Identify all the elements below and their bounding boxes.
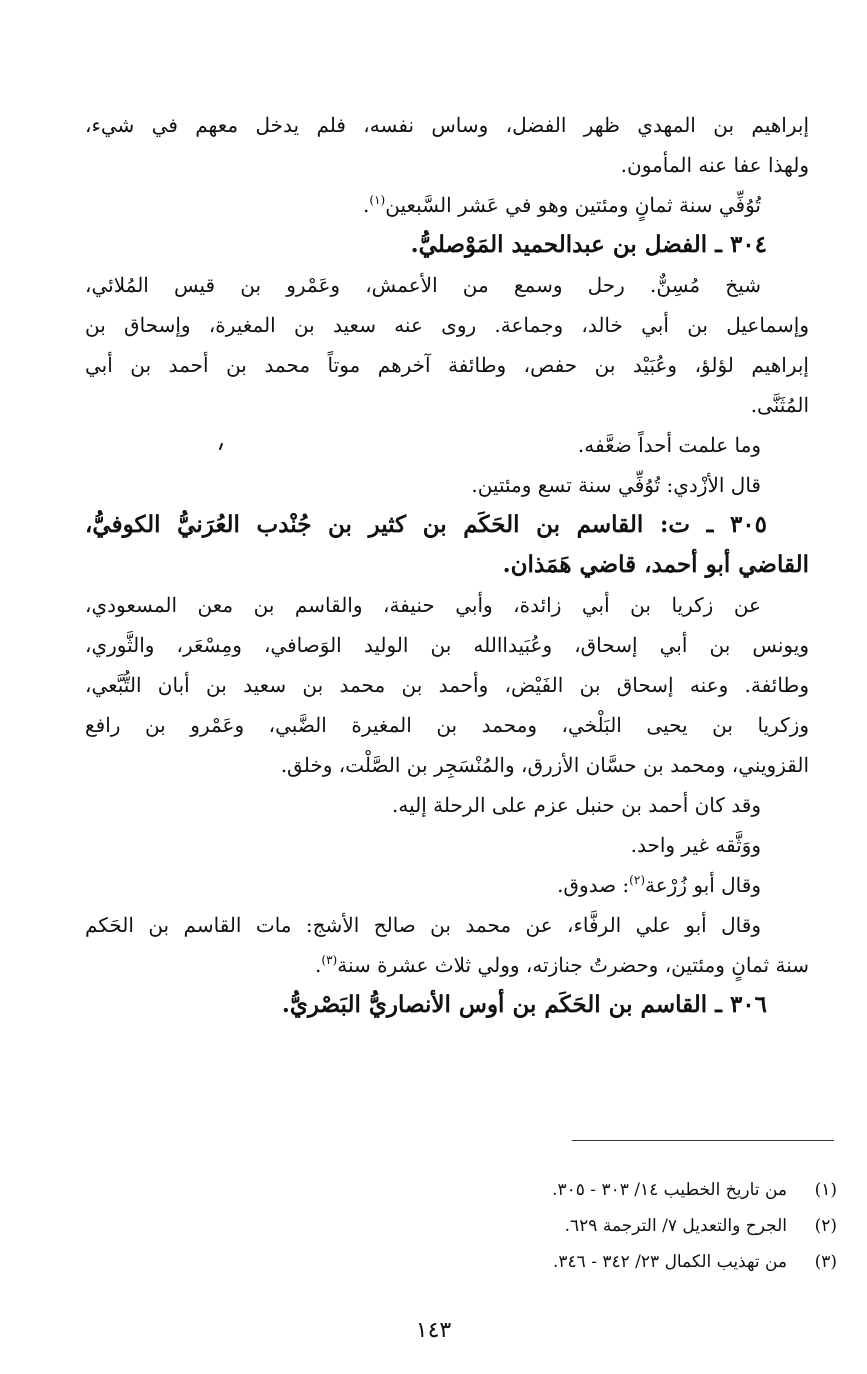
footnote-separator xyxy=(572,1140,834,1141)
entry-heading-305-cont: القاضي أبو أحمد، قاضي هَمَذان. xyxy=(502,551,809,578)
text-span: . xyxy=(315,953,322,977)
text-line: ووَثَّقه غير واحد. xyxy=(630,833,761,857)
text-line: عن زكريا بن أبي زائدة، وأبي حنيفة، والقاسم بن معن المسعودي، xyxy=(85,593,761,617)
text-line: شيخ مُسِنٌّ. رحل وسمع من الأعمش، وعَمْرو بن قيس المُلائي، xyxy=(85,273,761,297)
text-line: وطائفة. وعنه إسحاق بن الفَيْض، وأحمد بن محمد بن سعيد بن أبان التُّبَّعي، xyxy=(85,673,809,697)
text-line: إبراهيم بن المهدي ظهر الفضل، وساس نفسه، فلم يدخل معهم في شيء، xyxy=(85,113,809,137)
footnote-text: من تاريخ الخطيب ١٤/ ٣٠٣ - ٣٠٥. xyxy=(552,1180,787,1200)
footnotes xyxy=(300,1172,837,1280)
footnote-number: (١) xyxy=(814,1180,837,1200)
footnote-number: (٣) xyxy=(814,1252,837,1272)
footnote-item xyxy=(300,1172,837,1208)
text-line: وإسماعيل بن أبي خالد، وجماعة. روى عنه سعيد بن المغيرة، وإسحاق بن xyxy=(85,313,809,337)
text-span: وقال أبو زُرْعة xyxy=(645,873,761,897)
footnote-ref: (٣) xyxy=(321,953,338,967)
text-span: . xyxy=(363,193,370,217)
text-line: قال الأزْدي: تُوُفِّي سنة تسع ومئتين. xyxy=(471,473,761,497)
text-line: المُثَنَّى. xyxy=(750,393,809,417)
entry-heading-304: ٣٠٤ ـ الفضل بن عبدالحميد المَوْصليُّ. xyxy=(410,231,767,258)
text-span: سنة ثمانٍ ومئتين، وحضرتُ جنازته، وولي ثلاث عشرة سنة xyxy=(337,953,809,977)
footnote-number: (٢) xyxy=(814,1216,837,1236)
entry-heading-306: ٣٠٦ ـ القاسم بن الحَكَم بن أوس الأنصاريُّ البَصْريُّ. xyxy=(281,991,767,1018)
footnote-ref: (٢) xyxy=(629,873,645,887)
text-line: القزويني، ومحمد بن حسَّان الأزرق، والمُنْسَجِر بن الصَّلْت، وخلق. xyxy=(280,753,809,777)
text-line xyxy=(85,945,809,985)
page-number: ١٤٣ xyxy=(415,1318,452,1343)
text-line: وقد كان أحمد بن حنبل عزم على الرحلة إليه. xyxy=(392,793,761,817)
footnote-item xyxy=(300,1208,837,1244)
footnote-ref: (١) xyxy=(369,193,386,207)
text-line: وقال أبو علي الرفَّاء، عن محمد بن صالح الأشج: مات القاسم بن الحَكم xyxy=(85,913,761,937)
main-text xyxy=(85,105,809,1025)
text-line: إبراهيم لؤلؤ، وعُبَيْد بن حفص، وطائفة آخرهم موتاً محمد بن أحمد بن أبي xyxy=(85,353,809,377)
text-line: وما علمت أحداً ضعَّفه. xyxy=(577,433,761,457)
text-line xyxy=(85,185,809,225)
text-line: ويونس بن أبي إسحاق، وعُبَيداالله بن الوليد الوَصافي، ومِسْعَر، والثَّوري، xyxy=(85,633,809,657)
text-line xyxy=(85,865,809,905)
text-span: : صدوق. xyxy=(557,873,630,897)
text-span: تُوُفِّي سنة ثمانٍ ومئتين وهو في عَشر السَّبعين xyxy=(385,193,761,217)
text-line: وزكريا بن يحيى البَلْخي، ومحمد بن المغيرة الضَّبي، وعَمْرو بن رافع xyxy=(85,713,809,737)
footnote-text: من تهذيب الكمال ٢٣/ ٣٤٢ - ٣٤٦. xyxy=(552,1252,787,1272)
entry-heading-305: ٣٠٥ ـ ت: القاسم بن الحَكَم بن كثير بن جُنْدب العُرَنيُّ الكوفيُّ، xyxy=(85,511,767,538)
footnote-text: الجرح والتعديل ٧/ الترجمة ٦٢٩. xyxy=(564,1216,787,1236)
text-line: ولهذا عفا عنه المأمون. xyxy=(620,153,809,177)
footnote-item xyxy=(300,1244,837,1280)
